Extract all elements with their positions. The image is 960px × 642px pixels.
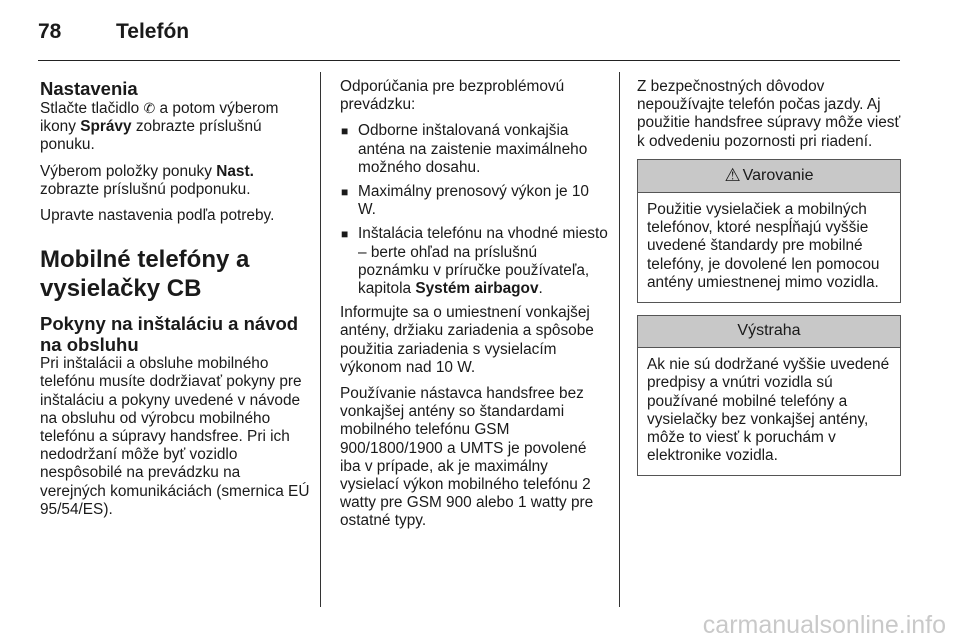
messages-term: Správy (80, 118, 132, 136)
airbag-chapter-ref: Systém airbagov (415, 280, 539, 298)
warning-box-header (638, 160, 900, 193)
header-rule (38, 60, 900, 61)
settings-text: Výberom položky ponuky (40, 162, 212, 180)
warning-triangle-icon: ⚠ (724, 164, 741, 185)
safety-paragraph: Z bezpečnostných dôvodov nepoužívajte telefón počas jazdy. Aj použitie handsfree súpravy môže viesť k odvedeniu pozornosti pri riadení. (637, 78, 901, 150)
warning-title: Varovanie (742, 166, 814, 184)
list-item: ■ Maximálny prenosový výkon je 10 W. (340, 183, 608, 219)
list-item (340, 225, 608, 298)
warning-body: Použitie vysielačiek a mobilných telefónov, ktoré nespĺňajú vyššie uvedené štandardy pre mobilné telefóny, je dovolené len pomocou antény umiestnenej mimo vozidla. (647, 201, 880, 291)
settings-paragraph-3: Upravte nastavenia podľa potreby. (40, 207, 275, 225)
settings-text: a potom výberom ikony (40, 100, 279, 136)
page-number: 78 (38, 20, 62, 43)
column-1 (40, 78, 310, 527)
settings-text: Stlačte tlačidlo (40, 100, 140, 117)
list-item-text: . (538, 280, 543, 298)
settings-text: zobrazte príslušnú podponuku. (40, 180, 251, 198)
caution-box (637, 315, 901, 476)
settings-paragraph-1 (40, 99, 310, 155)
installation-paragraph: Pri inštalácii a obsluhe mobilného telefónu musíte dodržiavať pokyny pre inštaláciu a pokyny uvedené v návode na obsluhu od výrobcu mobilného telefónu a súpravy handsfree. Pri ich nedodržaní môže byť vozidlo nespôsobilé na prevádzku na verejných komunikáciách (smernica EÚ 95/54/ES). (40, 355, 310, 518)
list-item-text: Inštalácia telefónu na vhodné miesto – berte ohľad na príslušnú poznámku v príručke používateľa, kapitola (358, 225, 608, 298)
settings-heading: Nastavenia (40, 78, 138, 99)
caution-body: Ak nie sú dodržané vyššie uvedené predpisy a vnútri vozidla sú používané mobilné telefóny a vysielačky bez vonkajšej antény, môže to viesť k poruchám v elektronike vozidla. (647, 356, 890, 465)
page-title: Telefón (116, 20, 190, 43)
settings-text: zobrazte príslušnú ponuku. (40, 118, 262, 154)
column-3 (637, 78, 901, 476)
subsection-heading: Pokyny na inštaláciu a návod na obsluhu (40, 313, 299, 356)
column-2 (340, 78, 608, 539)
list-item: ■ Odborne inštalovaná vonkajšia anténa na zaistenie maximálneho možného dosahu. (340, 122, 608, 177)
phone-icon: ✆ (143, 100, 156, 116)
antenna-paragraph: Informujte sa o umiestnení vonkajšej antény, držiaku zariadenia a spôsobe použitia zariadenia s vysielacím výkonom nad 10 W. (340, 304, 594, 376)
column-divider-2 (619, 72, 620, 607)
column-divider-1 (320, 72, 321, 607)
watermark: carmanualsonline.info (702, 611, 946, 639)
handsfree-paragraph: Používanie nástavca handsfree bez vonkajšej antény so štandardami mobilného telefónu GSM 900/1800/1900 a UMTS je povolené iba v prípade, ak je maximálny vysielací výkon mobilného telefónu 2 watty pre GSM 900 alebo 1 watty pre ostatné typy. (340, 385, 594, 530)
section-heading: Mobilné telefóny a vysielačky CB (40, 246, 250, 303)
recommendations-intro: Odporúčania pre bezproblémovú prevádzku: (340, 78, 565, 114)
settings-term: Nast. (216, 162, 254, 180)
warning-box (637, 159, 901, 303)
settings-paragraph-2 (40, 163, 310, 199)
recommendations-list (340, 122, 608, 298)
caution-title: Výstraha (638, 316, 900, 348)
